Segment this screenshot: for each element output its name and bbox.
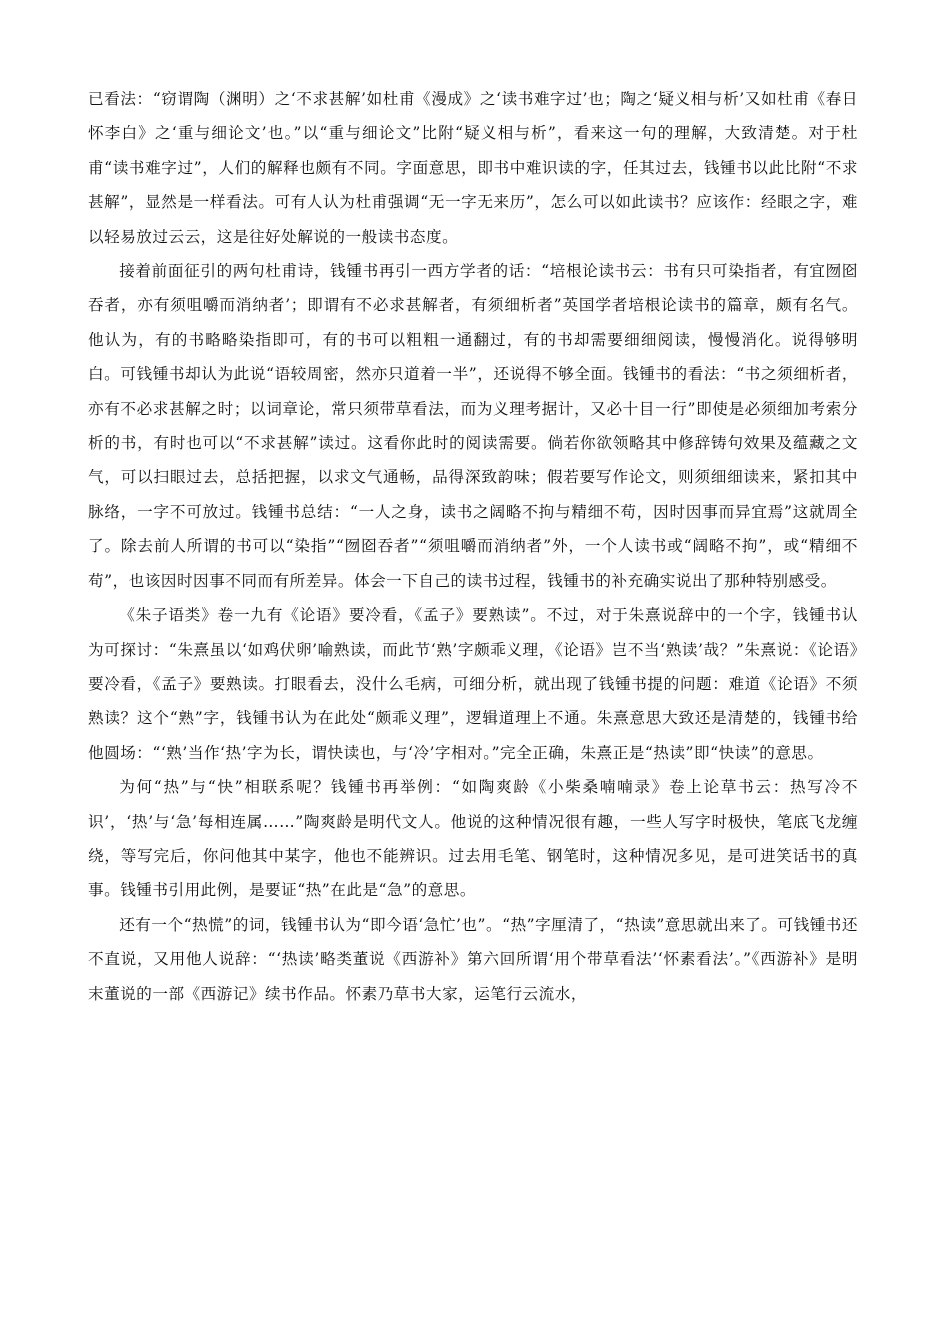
paragraph-2: 接着前面征引的两句杜甫诗，钱锺书再引一西方学者的话：“培根论读书云：书有只可染指者，有宜囫囵吞者，亦有须咀嚼而消纳者’；即谓有不必求甚解者，有须细析者”英国学者培根论读书的篇章，颇有名气。他认为，有的书略略染指即可，有的书可以粗粗一通翻过，有的书却需要细细阅读，慢慢消化。说得够明白。可钱锺书却认为此说“语较周密，然亦只道着一半”，还说得不够全面。钱锺书的看法：“书之须细析者，亦有不必求甚解之时；以词章论，常只须带草看法，而为义理考据计，又必十目一行”即使是必须细加考索分析的书，有时也可以“不求甚解”读过。这看你此时的阅读需要。倘若你欲领略其中修辞铸句效果及蕴藏之文气，可以扫眼过去，总括把握，以求文气通畅，品得深致韵味；假若要写作论文，则须细细读来，紧扣其中脉络，一字不可放过。钱锺书总结：“一人之身，读书之阔略不拘与精细不苟，因时因事而异宜焉”这就周全了。除去前人所谓的书可以“染指”“囫囵吞者”“须咀嚼而消纳者”外，一个人读书或“阔略不拘”，或“精细不苟”，也该因时因事不同而有所差异。体会一下自己的读书过程，钱锺书的补充确实说出了那种特别感受。 xyxy=(88,262,858,590)
paragraph-3: 《朱子语类》卷一九有《论语》要冷看，《孟子》要熟读”。不过，对于朱熹说辞中的一个字，钱锺书认为可探讨：“朱熹虽以‘如鸡伏卵’喻熟读，而此节‘熟’字颇乖义理，《论语》岂不当‘熟读’哉？”朱熹说：《论语》要冷看，《孟子》要熟读。打眼看去，没什么毛病，可细分析，就出现了钱锺书提的问题：难道《论语》不须熟读？这个“熟”字，钱锺书认为在此处“颇乖义理”，逻辑道理上不通。朱熹意思大致还是清楚的，钱锺书给他圆场：“‘熟’当作‘热’字为长，谓快读也，与‘冷’字相对。”完全正确，朱熹正是“热读”即“快读”的意思。 xyxy=(88,606,858,762)
paragraph-4: 为何“热”与“快”相联系呢？钱锺书再举例：“如陶爽龄《小柴桑喃喃录》卷上论草书云：热写冷不识’，‘热’与‘急’每相连属……”陶爽龄是明代文人。他说的这种情况很有趣，一些人写字时极快，笔底飞龙缠绕，等写完后，你问他其中某字，他也不能辨识。过去用毛笔、钢笔时，这种情况多见，是可进笑话书的真事。钱锺书引用此例，是要证“热”在此是“急”的意思。 xyxy=(88,778,858,900)
paragraph-5: 还有一个“热慌”的词，钱锺书认为“即今语‘急忙’也”。“热”字厘清了，“热读”意思就出来了。可钱锺书还不直说，又用他人说辞：“‘热读’略类董说《西游补》第六回所谓‘用个带草看法’‘怀素看法’。”《西游补》是明末董说的一部《西游记》续书作品。怀素乃草书大家，运笔行云流水， xyxy=(88,915,858,1003)
paragraph-1: 已看法：“窃谓陶（渊明）之‘不求甚解’如杜甫《漫成》之‘读书难字过’也；陶之‘疑义相与析’又如杜甫《春日怀李白》之‘重与细论文’也。”以“重与细论文”比附“疑义相与析”，看来这一句的理解，大致清楚。对于杜甫“读书难字过”，人们的解释也颇有不同。字面意思，即书中难识读的字，任其过去，钱锺书以此比附“不求甚解”，显然是一样看法。可有人认为杜甫强调“无一字无来历”，怎么可以如此读书？应该作：经眼之字，难以轻易放过云云，这是往好处解说的一般读书态度。 xyxy=(88,90,858,246)
document-page xyxy=(88,82,858,1011)
